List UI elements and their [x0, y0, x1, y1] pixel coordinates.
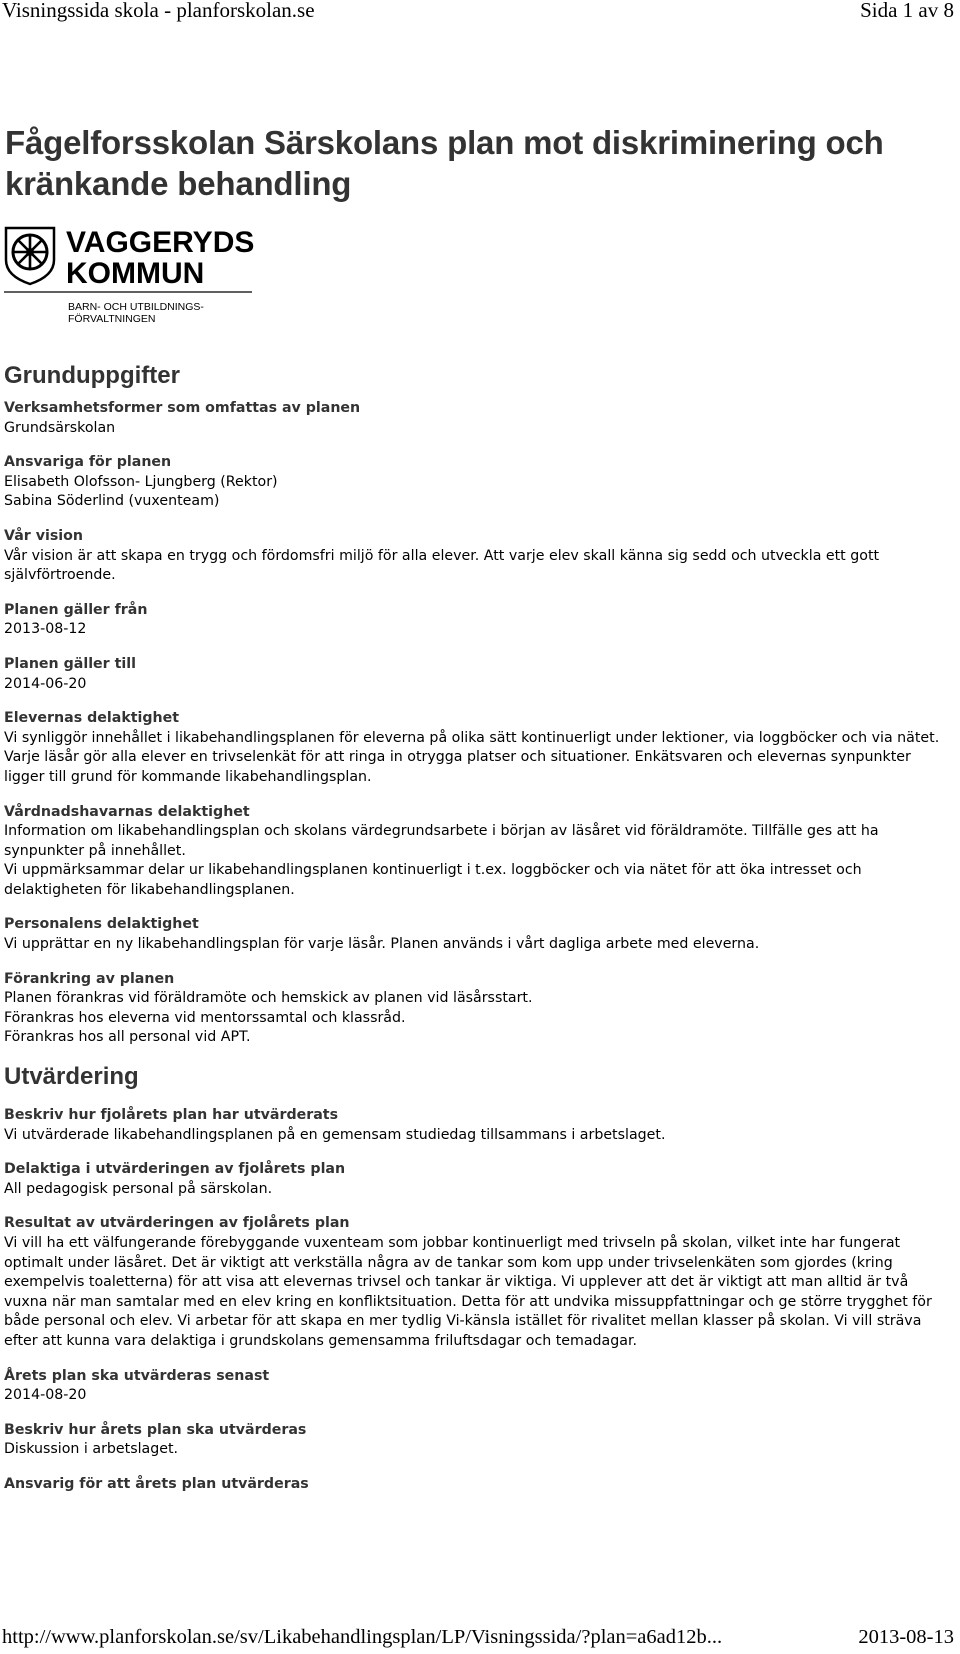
- field-value: [4, 620, 949, 640]
- logo-line-1: VAGGERYDS: [66, 226, 254, 259]
- field-section: [4, 453, 949, 512]
- field-value-line: Varje läsår gör alla elever en trivselenkät för att ringa in otrygga platser och situationer. Enkätsvaren och elevernas synpunkter ligger till grund för kommande likabehandlingsplan.: [4, 749, 911, 785]
- field-value: [4, 675, 949, 695]
- field-value: [4, 473, 949, 512]
- field-label: Ansvarig för att årets plan utvärderas: [4, 1475, 309, 1492]
- field-section: [4, 655, 949, 694]
- footer-url: http://www.planforskolan.se/sv/Likabehandlingsplan/LP/Visningssida/?plan=a6ad12b...: [2, 1626, 723, 1648]
- field-value-line: 2013-08-12: [4, 621, 87, 638]
- logo-subtitle-2: FÖRVALTNINGEN: [68, 313, 156, 325]
- field-value: [4, 935, 949, 955]
- section-heading-utvardering: Utvärdering: [4, 1063, 139, 1091]
- field-value-line: Vi vill ha ett välfungerande förebyggande vuxenteam som jobbar kontinuerligt med trivseln på skolan, vilket inte har fungerat optimalt under läsåret. Det är viktigt att verkställa några av de tankar som kom upp under trivselenkäten som gjordes (kring exempelvis toaletterna) för att visa att elevernas trivsel och tankar är viktiga. Vi upplever att det är viktigt att man alltid är två vuxna när man samtalar med en elev kring en konfliktsituation. Detta för att undvika missuppfattningar och ge större trygghet för både personal och elev. Vi arbetar för att skapa en mer tydlig Vi-känsla istället för rivalitet mellan klasser på skolan. Vi vill sträva efter att kunna vara delaktiga i grundskolans gemensamma friluftsdagar och temadagar.: [4, 1235, 932, 1349]
- wheel-emblem-icon: [6, 228, 54, 284]
- field-value-line: Vi uppmärksammar delar ur likabehandlingsplanen kontinuerligt i t.ex. loggböcker och via nätet för att öka intresset och delaktigheten för likabehandlingsplanen.: [4, 862, 862, 898]
- field-label: Beskriv hur fjolårets plan har utvärderats: [4, 1107, 339, 1124]
- field-value-line: All pedagogisk personal på särskolan.: [4, 1180, 273, 1197]
- field-value: [4, 419, 949, 439]
- document-title: Fågelforsskolan Särskolans plan mot diskriminering och kränkande behandling: [5, 124, 884, 202]
- field-value-line: 2014-08-20: [4, 1387, 87, 1404]
- header-page-title: Visningssida skola - planforskolan.se: [2, 0, 315, 22]
- field-section: [4, 970, 949, 1048]
- field-label: Beskriv hur årets plan ska utvärderas: [4, 1421, 307, 1438]
- field-section: [4, 1367, 949, 1406]
- field-value: [4, 1440, 949, 1460]
- field-section: [4, 1160, 949, 1199]
- field-value-line: Information om likabehandlingsplan och skolans värdegrundsarbete i början av läsåret vid föräldramöte. Tillfälle ges att ha synpunkter på innehållet.: [4, 823, 879, 859]
- footer-date: 2013-08-13: [858, 1626, 954, 1648]
- field-label: Förankring av planen: [4, 970, 175, 987]
- grunduppgifter-list: [4, 399, 949, 1048]
- header-page-number: Sida 1 av 8: [860, 0, 954, 22]
- field-section: [4, 915, 949, 954]
- field-value: [4, 989, 949, 1048]
- field-value: [4, 729, 949, 788]
- field-section: [4, 527, 949, 586]
- field-label: Verksamhetsformer som omfattas av planen: [4, 400, 361, 416]
- field-section: [4, 1106, 949, 1145]
- field-label: Vårdnadshavarnas delaktighet: [4, 803, 250, 820]
- field-label: Elevernas delaktighet: [4, 710, 180, 727]
- field-value-line: 2014-06-20: [4, 675, 87, 692]
- field-label: Delaktiga i utvärderingen av fjolårets plan: [4, 1161, 346, 1178]
- field-value-line: Sabina Söderlind (vuxenteam): [4, 493, 220, 510]
- logo-subtitle-1: BARN- OCH UTBILDNINGS-: [68, 301, 204, 313]
- utvardering-list: [4, 1106, 949, 1495]
- field-section: [4, 1475, 949, 1495]
- plan-content: [4, 362, 949, 1510]
- field-label: Vår vision: [4, 527, 83, 544]
- field-label: Planen gäller från: [4, 601, 148, 618]
- field-section: [4, 399, 949, 438]
- field-value-line: Vi upprättar en ny likabehandlingsplan för varje läsår. Planen används i vårt dagliga arbete med eleverna.: [4, 936, 760, 953]
- field-value-line: Vi synliggör innehållet i likabehandlingsplanen för eleverna på olika sätt kontinuerligt under lektioner, via loggböcker och via nätet.: [4, 729, 940, 746]
- logo-line-2: KOMMUN: [66, 257, 205, 290]
- field-section: [4, 709, 949, 787]
- field-value: [4, 1234, 949, 1352]
- field-section: [4, 1214, 949, 1351]
- field-value-line: Förankras hos all personal vid APT.: [4, 1029, 251, 1046]
- field-label: Personalens delaktighet: [4, 916, 199, 933]
- field-value: [4, 1386, 949, 1406]
- field-value: [4, 1126, 949, 1146]
- field-value-line: Planen förankras vid föräldramöte och hemskick av planen vid läsårsstart.: [4, 990, 533, 1007]
- field-label: Planen gäller till: [4, 655, 136, 672]
- print-footer: [0, 1626, 960, 1654]
- field-section: [4, 1421, 949, 1460]
- field-value-line: Vår vision är att skapa en trygg och fördomsfri miljö för alla elever. Att varje elev skall känna sig sedd och utveckla ett gott självförtroende.: [4, 547, 880, 584]
- field-label: Resultat av utvärderingen av fjolårets plan: [4, 1215, 350, 1232]
- field-value: [4, 822, 949, 900]
- field-value-line: Diskussion i arbetslaget.: [4, 1441, 179, 1458]
- field-value-line: Elisabeth Olofsson- Ljungberg (Rektor): [4, 473, 278, 490]
- print-header: [0, 0, 960, 30]
- field-section: [4, 803, 949, 901]
- field-label: Ansvariga för planen: [4, 454, 172, 471]
- vaggeryds-kommun-logo: [4, 224, 254, 328]
- field-value: [4, 547, 949, 586]
- field-value-line: Grundsärskolan: [4, 419, 116, 436]
- section-heading-grunduppgifter: Grunduppgifter: [4, 362, 180, 389]
- field-value: [4, 1180, 949, 1200]
- field-label: Årets plan ska utvärderas senast: [4, 1367, 270, 1384]
- municipality-seal-icon: [4, 224, 254, 328]
- field-value-line: Vi utvärderade likabehandlingsplanen på en gemensam studiedag tillsammans i arbetslaget.: [4, 1126, 666, 1143]
- field-value-line: Förankras hos eleverna vid mentorssamtal och klassråd.: [4, 1009, 406, 1026]
- field-section: [4, 601, 949, 640]
